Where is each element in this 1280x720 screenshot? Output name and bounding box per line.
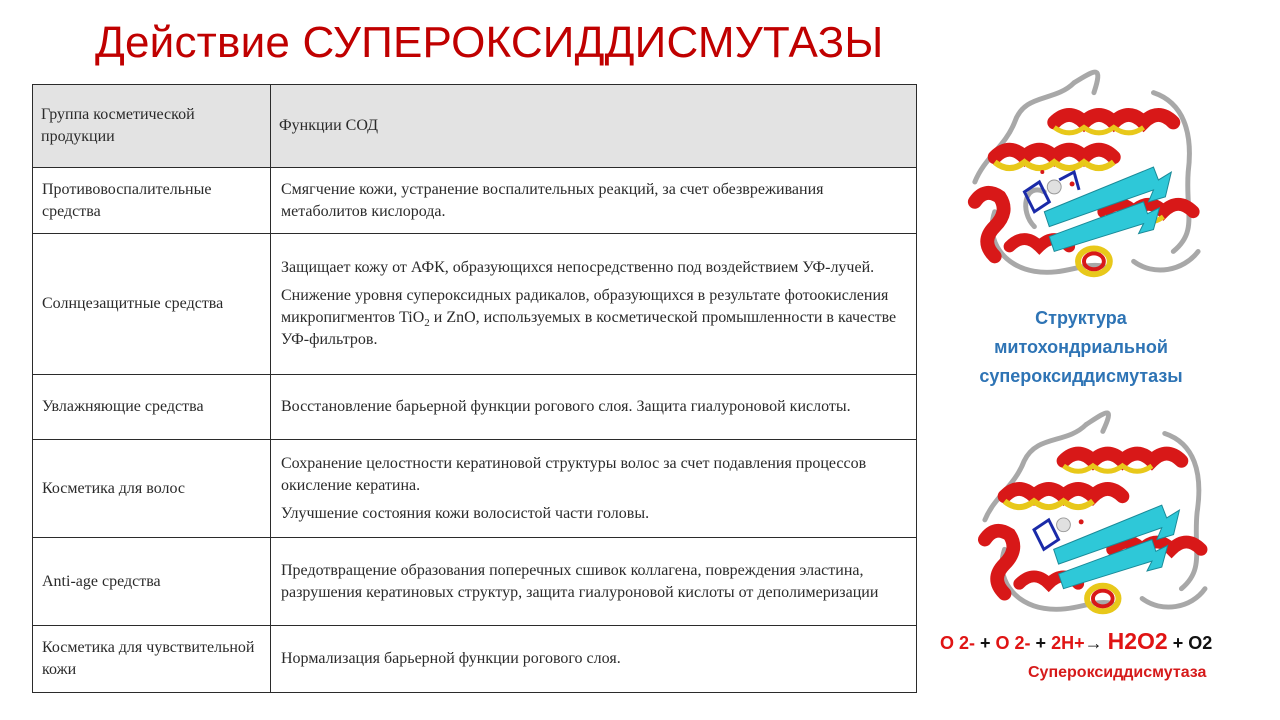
header-functions: Функции СОД (271, 85, 917, 168)
row-function-cell (271, 168, 917, 234)
function-text-2: Улучшение состояния кожи волосистой части головы. (281, 504, 650, 522)
caption-line: Структура (1035, 308, 1127, 328)
function-text: Предотвращение образования поперечных сшивок коллагена, повреждения эластина, разрушения кератиновых структур, защита гиалуроновой кислоты от деполимеризации (281, 561, 879, 601)
slide-title: Действие СУПЕРОКСИДДИСМУТАЗЫ (95, 18, 884, 67)
function-text-part: и ZnO, используемых в косметической промышленности в качестве УФ-фильтров. (281, 309, 897, 348)
row-group-cell: Увлажняющие средства (33, 375, 271, 440)
sod-functions-table (32, 84, 917, 693)
reactant-protons: 2H+ (1051, 633, 1085, 653)
table-row (33, 234, 917, 375)
row-group-cell: Anti-age средства (33, 538, 271, 626)
subscript-2: 2 (424, 317, 430, 330)
plus-sign: + (975, 633, 996, 653)
row-group-cell: Солнцезащитные средства (33, 234, 271, 375)
plus-sign: + (1167, 633, 1189, 653)
function-text: Смягчение кожи, устранение воспалительных реакций, за счет обезвреживания метаболитов кислорода. (281, 180, 824, 220)
header-group: Группа косметической продукции (33, 85, 271, 168)
reactant-superoxide-1: O 2- (940, 633, 976, 653)
protein-structure-image (955, 62, 1213, 294)
product-hydrogen-peroxide: H2O2 (1107, 628, 1168, 654)
plus-sign: + (1030, 633, 1052, 653)
row-function-cell (271, 538, 917, 626)
caption-line: митохондриальной (994, 337, 1168, 357)
row-function-cell (271, 234, 917, 375)
enzyme-label: Супероксиддисмутаза (1028, 664, 1207, 681)
row-function-cell (271, 626, 917, 693)
function-text: Нормализация барьерной функции рогового слоя. (281, 650, 621, 667)
row-group-cell: Косметика для волос (33, 440, 271, 538)
table-header-row (33, 85, 917, 168)
reaction-arrow: → (1084, 633, 1108, 653)
table-row (33, 626, 917, 693)
row-function-cell (271, 440, 917, 538)
function-text: Защищает кожу от АФК, образующихся непосредственно под воздействием УФ-лучей. (281, 259, 875, 276)
table-row (33, 440, 917, 538)
caption-line: супероксиддисмутазы (979, 366, 1183, 386)
table-row (33, 538, 917, 626)
table-row (33, 375, 917, 440)
table-row (33, 168, 917, 234)
row-group-cell: Противовоспалительные средства (33, 168, 271, 234)
reactant-superoxide-2: O 2- (995, 633, 1031, 653)
product-oxygen: O2 (1188, 633, 1213, 653)
structure-caption (950, 304, 1212, 391)
function-text-2 (281, 285, 906, 351)
function-text: Восстановление барьерной функции рогового слоя. Защита гиалуроновой кислоты. (281, 398, 851, 415)
protein-structure-image-2 (962, 400, 1220, 628)
function-text: Сохранение целостности кератиновой структуры волос за счет подавления процессов окисление кератина. (281, 454, 867, 494)
row-function-cell (271, 375, 917, 440)
row-group-cell: Косметика для чувствительной кожи (33, 626, 271, 693)
function-text-part: Снижение уровня супероксидных радикалов, образующихся в результате фотоокисления микропигментов TiO (281, 287, 889, 326)
reaction-equation (940, 628, 1240, 655)
